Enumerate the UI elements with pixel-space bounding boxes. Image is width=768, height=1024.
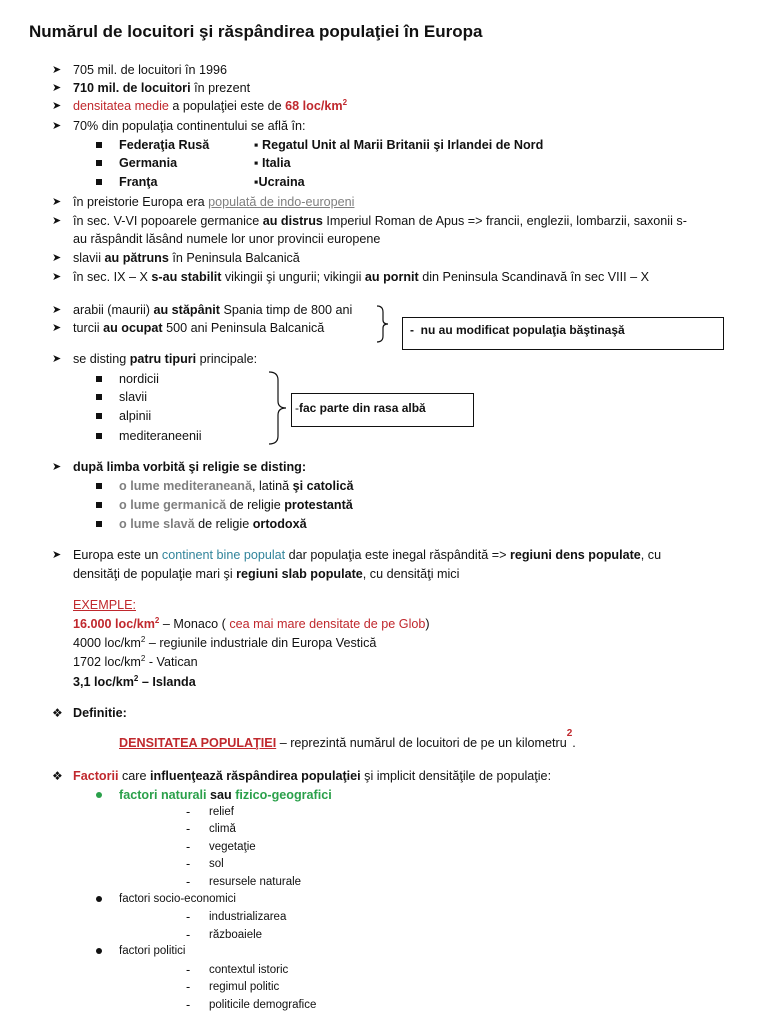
country-ukraine: ▪Ucraina: [254, 175, 305, 189]
page-title: Numărul de locuitori şi răspândirea populaţiei în Europa: [29, 22, 483, 41]
types-note: -fac parte din rasa albă: [295, 401, 426, 415]
history-germanic-cont: au răspândit lăsând numele lor unor provincii europene: [73, 232, 381, 246]
square-bullet-icon: [96, 502, 102, 508]
country-france: Franţa: [119, 175, 158, 189]
invasion-turks: turcii au ocupat 500 ani Peninsula Balcanică: [73, 321, 325, 335]
invasion-arabs: arabii (maurii) au stăpânit Spania timp de 800 ani: [73, 303, 353, 317]
socio-factors: factori socio-economici: [119, 893, 236, 905]
natural-relief: relief: [209, 806, 234, 818]
political-factors: factori politici: [119, 945, 186, 957]
dash-bullet-icon: -: [186, 998, 191, 1012]
arrow-bullet-icon: ➤: [52, 196, 62, 208]
square-bullet-icon: [96, 433, 102, 439]
square-bullet-icon: [96, 160, 102, 166]
world-germanic: o lume germanică de religie protestantă: [119, 498, 353, 512]
round-bullet-icon: [96, 792, 102, 798]
example-vatican: 1702 loc/$km^2$ - Vatican: [73, 653, 198, 669]
density-line2: densităţi de populaţie mari şi regiuni slab populate, cu densităţi mici: [73, 567, 460, 581]
examples-heading: EXEMPLE:: [73, 598, 136, 612]
world-mediterranean: o lume mediteraneană, latină şi catolică: [119, 479, 354, 493]
square-bullet-icon: [96, 142, 102, 148]
arrow-bullet-icon: ➤: [52, 82, 62, 94]
definition-label: Definitie:: [73, 706, 127, 720]
political-history: contextul istoric: [209, 964, 289, 976]
square-bullet-icon: [96, 483, 102, 489]
population-1996: 705 mil. de locuitori în 1996: [73, 63, 228, 77]
arrow-bullet-icon: ➤: [52, 271, 62, 283]
political-regime: regimul politic: [209, 981, 280, 993]
arrow-bullet-icon: ➤: [52, 549, 62, 561]
country-germany: Germania: [119, 156, 178, 170]
type-nordic: nordicii: [119, 372, 159, 386]
natural-vegetation: vegetaţie: [209, 841, 256, 853]
right-brace-icon: [374, 304, 392, 344]
density-line1: Europa este un continent bine populat dar populaţia este inegal răspândită => regiuni dens populate, cu: [73, 548, 662, 562]
population-now: 710 mil. de locuitori în prezent: [73, 81, 251, 95]
average-density: densitatea medie a populaţiei este de 68 loc/$km^2$: [73, 97, 348, 113]
history-slavs: slavii au pătruns în Peninsula Balcanică: [73, 251, 300, 265]
natural-resources: resursele naturale: [209, 876, 302, 888]
natural-climate: climă: [209, 823, 236, 835]
dash-bullet-icon: -: [186, 840, 191, 854]
right-brace-icon: [266, 370, 290, 446]
types-intro: se disting patru tipuri principale:: [73, 352, 258, 366]
square-bullet-icon: [96, 413, 102, 419]
square-bullet-icon: [96, 376, 102, 382]
arrow-bullet-icon: ➤: [52, 461, 62, 473]
invasion-note: - nu au modificat populaţia băştinaşă: [410, 323, 625, 337]
diamond-bullet-icon: ❖: [52, 769, 63, 783]
round-bullet-icon: [96, 948, 102, 954]
dash-bullet-icon: -: [186, 805, 191, 819]
dash-bullet-icon: -: [186, 963, 191, 977]
type-slavic: slavii: [119, 390, 147, 404]
natural-factors: factori naturali sau fizico-geografici: [119, 788, 332, 802]
socio-wars: războaiele: [209, 929, 263, 941]
country-russia: Federaţia Rusă: [119, 138, 210, 152]
population-share: 70% din populaţia continentului se află în:: [73, 119, 306, 133]
languages-intro: după limba vorbită şi religie se disting:: [73, 460, 307, 474]
diamond-bullet-icon: ❖: [52, 706, 63, 720]
dash-bullet-icon: -: [186, 857, 191, 871]
dash-bullet-icon: -: [186, 822, 191, 836]
arrow-bullet-icon: ➤: [52, 64, 62, 76]
example-iceland: 3,1 loc/$km^2$ – Islanda: [73, 673, 196, 689]
history-germanic: în sec. V-VI popoarele germanice au distrus Imperiul Roman de Apus => francii, englezii, lombarzii, saxonii s-: [73, 214, 687, 228]
factors-intro: Factorii care influenţează răspândirea populaţiei şi implicit densităţile de populaţie:: [73, 769, 552, 783]
arrow-bullet-icon: ➤: [52, 353, 62, 365]
definition-text: DENSITATEA POPULAŢIEI – reprezintă numărul de locuitori de pe un kilometru$^2$.: [119, 727, 576, 750]
dash-bullet-icon: -: [186, 875, 191, 889]
arrow-bullet-icon: ➤: [52, 322, 62, 334]
type-alpine: alpinii: [119, 409, 152, 423]
square-bullet-icon: [96, 394, 102, 400]
political-demographic: politicile demografice: [209, 999, 317, 1011]
natural-soil: sol: [209, 858, 224, 870]
dash-bullet-icon: -: [186, 980, 191, 994]
dash-bullet-icon: -: [186, 910, 191, 924]
round-bullet-icon: [96, 896, 102, 902]
example-west-europe: 4000 loc/$km^2$ – regiunile industriale din Europa Vestică: [73, 634, 377, 650]
history-vikings: în sec. IX – X s-au stabilit vikingii şi ungurii; vikingii au pornit din Peninsula Scandinavă în sec VIII – X: [73, 270, 650, 284]
arrow-bullet-icon: ➤: [52, 120, 62, 132]
arrow-bullet-icon: ➤: [52, 304, 62, 316]
arrow-bullet-icon: ➤: [52, 252, 62, 264]
country-italy: ▪ Italia: [254, 156, 291, 170]
square-bullet-icon: [96, 179, 102, 185]
square-bullet-icon: [96, 521, 102, 527]
example-monaco: 16.000 loc/$km^2$ – Monaco ( cea mai mare densitate de pe Glob): [73, 615, 430, 631]
type-mediterranean: mediteraneenii: [119, 429, 202, 443]
country-uk: ▪ Regatul Unit al Marii Britanii şi Irlandei de Nord: [254, 138, 544, 152]
arrow-bullet-icon: ➤: [52, 100, 62, 112]
dash-bullet-icon: -: [186, 928, 191, 942]
world-slavic: o lume slavă de religie ortodoxă: [119, 517, 307, 531]
socio-industrialization: industrializarea: [209, 911, 287, 923]
arrow-bullet-icon: ➤: [52, 215, 62, 227]
history-prehistory: în preistorie Europa era populată de indo-europeni: [73, 195, 355, 209]
